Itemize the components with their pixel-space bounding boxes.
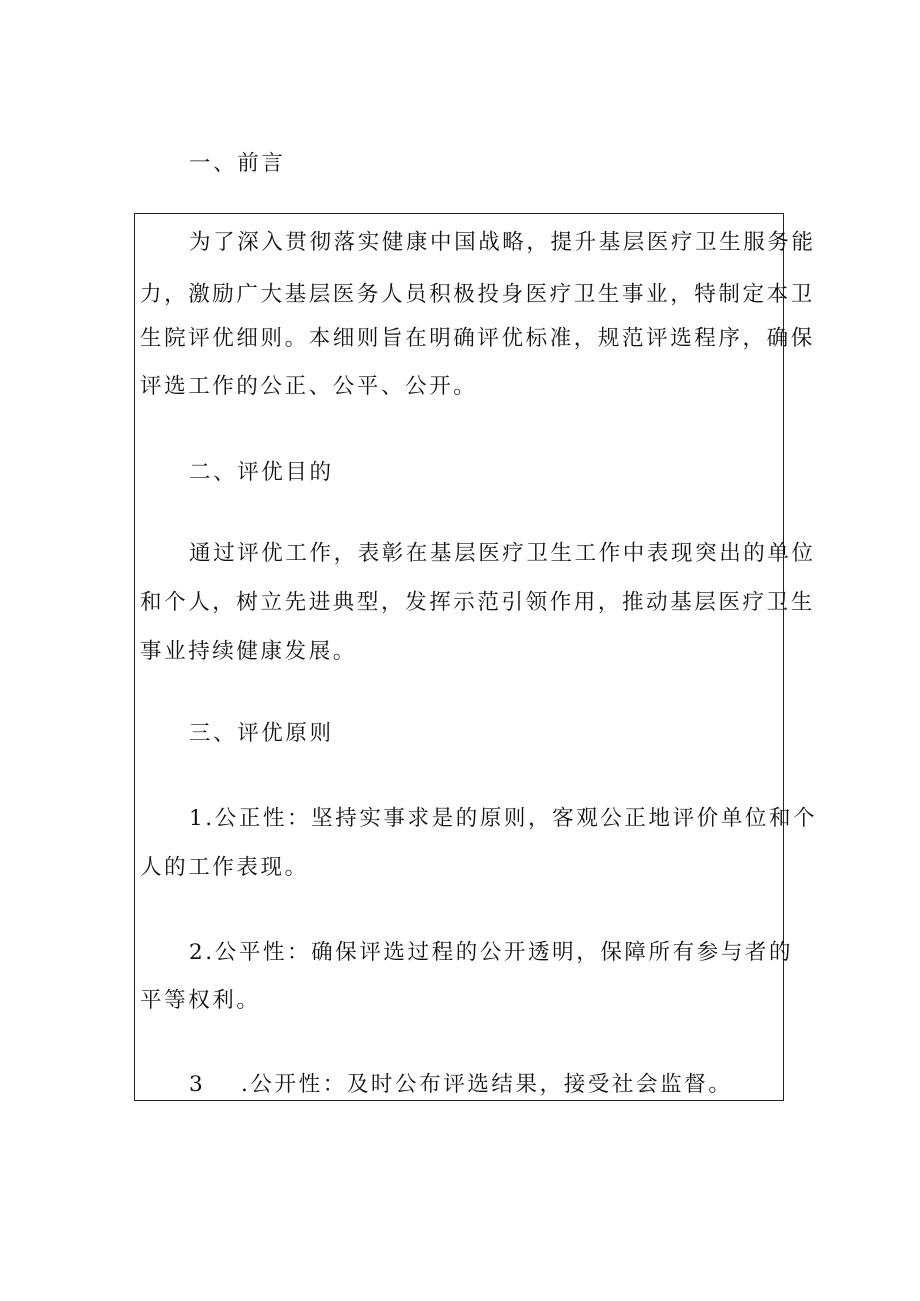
intro-paragraph-line-1: 为了深入贯彻落实健康中国战略，提升基层医疗卫生服务能 [189, 230, 816, 255]
purpose-paragraph-line-1: 通过评优工作，表彰在基层医疗卫生工作中表现突出的单位 [189, 541, 816, 566]
intro-paragraph-line-3: 生院评优细则。本细则旨在明确评优标准，规范评选程序，确保 [140, 326, 815, 351]
principle-3-text: .公开性：及时公布评选结果，接受社会监督。 [241, 1072, 733, 1097]
purpose-heading: 二、评优目的 [189, 460, 334, 485]
purpose-paragraph-line-2: 和个人，树立先进典型，发挥示范引领作用，推动基层医疗卫生 [140, 590, 815, 615]
principle-1-line-2: 人的工作表现。 [140, 855, 309, 880]
intro-paragraph-line-2: 力，激励广大基层医务人员积极投身医疗卫生事业，特制定本卫 [140, 282, 815, 307]
intro-heading: 一、前言 [189, 151, 286, 176]
principle-2-line-1: 2.公平性：确保评选过程的公开透明，保障所有参与者的 [189, 940, 794, 965]
principles-heading: 三、评优原则 [189, 721, 334, 746]
purpose-paragraph-line-3: 事业持续健康发展。 [140, 639, 357, 664]
principle-3-number: 3 [189, 1072, 206, 1097]
intro-paragraph-line-4: 评选工作的公正、公平、公开。 [140, 374, 478, 399]
principle-2-line-2: 平等权利。 [140, 988, 261, 1013]
principle-1-line-1: 1.公正性：坚持实事求是的原则，客观公正地评价单位和个 [189, 806, 818, 831]
